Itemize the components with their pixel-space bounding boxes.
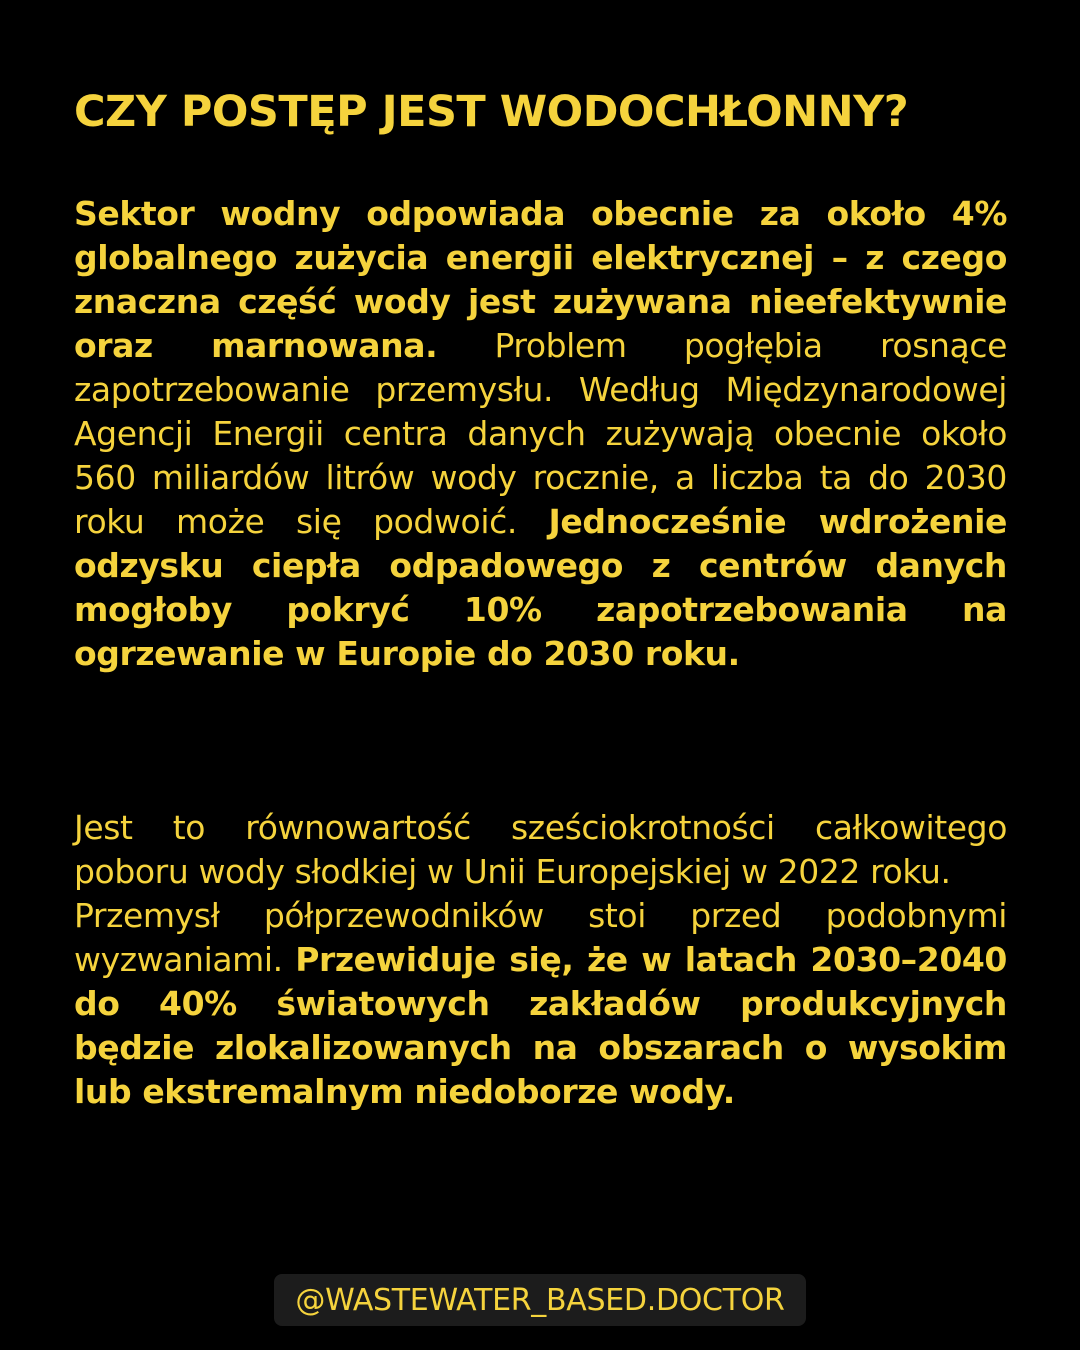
paragraph-energy xyxy=(74,192,1007,676)
account-handle-badge xyxy=(274,1274,806,1326)
account-handle: @WASTEWATER_BASED.DOCTOR xyxy=(295,1282,785,1318)
paragraph-energy-bold-end: Jednocześnie wdrożenie odzysku ciepła odpadowego z centrów danych mogłoby pokryć 10% zapotrzebowania na ogrzewanie w Europie do 2030 roku. xyxy=(74,502,1007,673)
paragraph-water xyxy=(74,806,1007,1114)
page-title: CZY POSTĘP JEST WODOCHŁONNY? xyxy=(74,87,909,137)
paragraph-water-bold-end: Przewiduje się, że w latach 2030–2040 do 40% światowych zakładów produkcyjnych będzie zlokalizowanych na obszarach o wysokim lub ekstremalnym niedoborze wody. xyxy=(74,940,1007,1111)
paragraph-water-second: Przemysł półprzewodników stoi przed podobnymi wyzwaniami. xyxy=(74,896,1007,979)
paragraph-energy-bold-intro: Sektor wodny odpowiada obecnie za około 4% globalnego zużycia energii elektrycznej – z czego znaczna część wody jest zużywana nieefektywnie oraz marnowana. xyxy=(74,194,1007,365)
paragraph-water-first: Jest to równowartość sześciokrotności całkowitego poboru wody słodkiej w Unii Europejskiej w 2022 roku. xyxy=(74,808,1007,891)
paragraph-energy-body: Problem pogłębia rosnące zapotrzebowanie przemysłu. Według Międzynarodowej Agencji Energii centra danych zużywają obecnie około 560 miliardów litrów wody rocznie, a liczba ta do 2030 roku może się podwoić. xyxy=(74,326,1007,541)
